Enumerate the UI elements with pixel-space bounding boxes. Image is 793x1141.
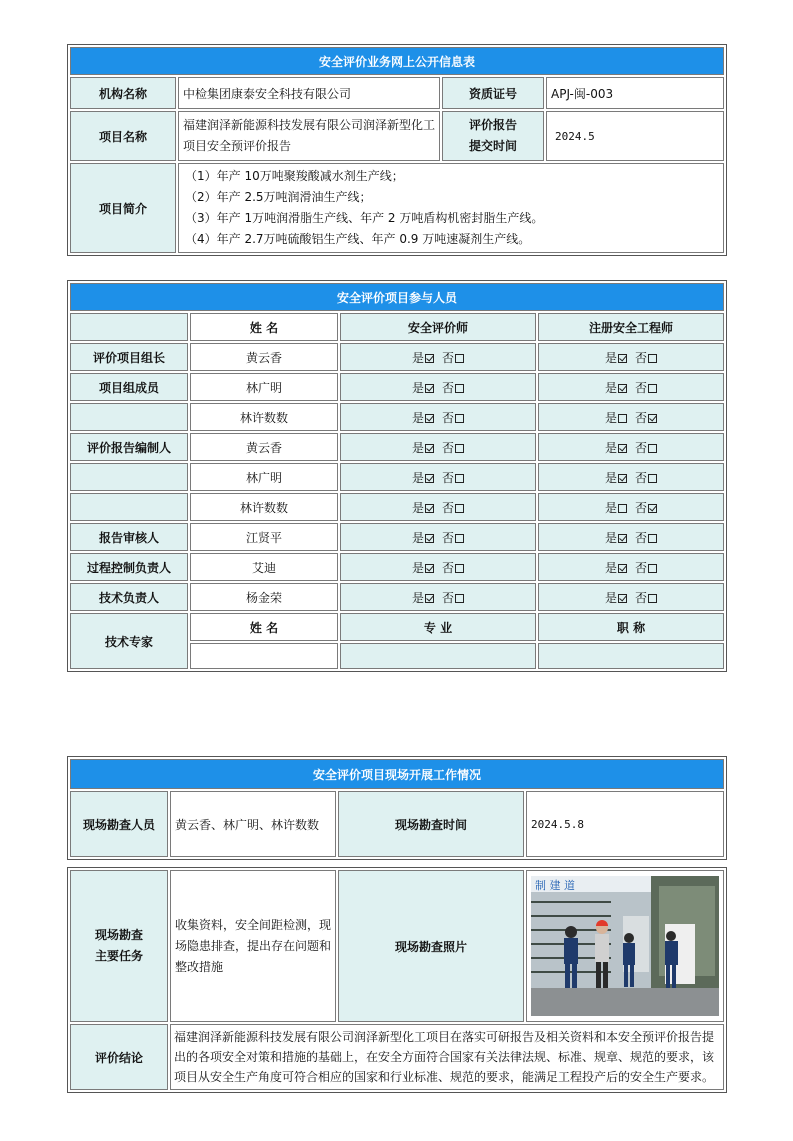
- no-option: [635, 411, 657, 425]
- personnel-engineer-choice: [538, 343, 724, 371]
- cert-label: 资质证号: [442, 77, 544, 109]
- personnel-row: [70, 523, 724, 551]
- unchecked-box-icon: [648, 474, 657, 483]
- photo-label: 现场勘查照片: [338, 870, 524, 1022]
- unchecked-box-icon: [648, 594, 657, 603]
- yes-option: [412, 561, 434, 575]
- submit-label-line-1: 评价报告: [468, 118, 517, 132]
- no-label: 否: [635, 590, 648, 605]
- yes-option: [605, 411, 627, 425]
- org-label: 机构名称: [70, 77, 176, 109]
- no-label: 否: [635, 500, 648, 515]
- intro-line: （4）年产 2.7万吨硫酸铝生产线、年产 0.9 万吨速凝剂生产线。: [185, 232, 531, 246]
- personnel-name: 林广明: [190, 463, 338, 491]
- survey-table-title: 安全评价项目现场开展工作情况: [70, 759, 724, 789]
- no-label: 否: [635, 470, 648, 485]
- personnel-role: 评价项目组长: [70, 343, 188, 371]
- yes-label: 是: [604, 470, 617, 485]
- conclusion-value: 福建润泽新能源科技发展有限公司润泽新型化工项目在落实可研报告及相关资料和本安全预评价报告提出的各项安全对策和措施的基础上，在安全方面符合国家有关法律法规、标准、规章、规范的要求，该项目从安全生产角度可符合相应的国家和行业标准、规范的要求，能满足工程投产后的安全生产要求。: [170, 1024, 724, 1090]
- yes-label: 是: [411, 560, 424, 575]
- yes-label: 是: [604, 560, 617, 575]
- personnel-table-title: 安全评价项目参与人员: [70, 283, 724, 311]
- checked-box-icon: [425, 504, 434, 513]
- expert-title-cell: [538, 643, 724, 669]
- personnel-role: [70, 403, 188, 431]
- personnel-row: [70, 553, 724, 581]
- site-photo: [531, 876, 719, 1016]
- no-label: 否: [635, 350, 648, 365]
- survey-people-value: 黄云香、林广明、林许数数: [170, 791, 336, 857]
- no-label: 否: [635, 410, 648, 425]
- personnel-engineer-choice: [538, 553, 724, 581]
- personnel-role: [70, 463, 188, 491]
- checked-box-icon: [618, 564, 627, 573]
- checked-box-icon: [425, 384, 434, 393]
- intro-line: （3）年产 1万吨润滑脂生产线、年产 2 万吨盾构机密封脂生产线。: [185, 211, 544, 225]
- no-label: 否: [442, 410, 455, 425]
- survey-time-value: 2024.5.8: [526, 791, 724, 857]
- no-option: [635, 471, 657, 485]
- yes-label: 是: [411, 410, 424, 425]
- yes-label: 是: [604, 530, 617, 545]
- personnel-role: 评价报告编制人: [70, 433, 188, 461]
- unchecked-box-icon: [455, 354, 464, 363]
- checked-box-icon: [425, 354, 434, 363]
- yes-label: 是: [411, 470, 424, 485]
- yes-option: [605, 351, 627, 365]
- no-option: [635, 351, 657, 365]
- personnel-name: 杨金荣: [190, 583, 338, 611]
- no-label: 否: [442, 530, 455, 545]
- checked-box-icon: [425, 564, 434, 573]
- info-table: [67, 44, 727, 256]
- no-label: 否: [635, 380, 648, 395]
- project-value: 福建润泽新能源科技发展有限公司润泽新型化工项目安全预评价报告: [178, 111, 440, 161]
- survey-people-label: 现场勘查人员: [70, 791, 168, 857]
- task-value: 收集资料，安全间距检测，现场隐患排查，提出存在问题和整改措施: [170, 870, 336, 1022]
- checked-box-icon: [618, 354, 627, 363]
- personnel-assessor-choice: [340, 343, 536, 371]
- expert-name-cell: [190, 643, 338, 669]
- expert-col-title: 职 称: [538, 613, 724, 641]
- no-option: [442, 531, 464, 545]
- personnel-assessor-choice: [340, 433, 536, 461]
- personnel-row: [70, 583, 724, 611]
- survey-detail-table: [67, 867, 727, 1093]
- no-option: [442, 381, 464, 395]
- yes-option: [412, 591, 434, 605]
- personnel-assessor-choice: [340, 463, 536, 491]
- checked-box-icon: [425, 444, 434, 453]
- header-name: 姓 名: [190, 313, 338, 341]
- no-label: 否: [442, 560, 455, 575]
- no-label: 否: [442, 590, 455, 605]
- cert-value: APJ-闽-003: [546, 77, 724, 109]
- yes-option: [412, 441, 434, 455]
- expert-major-cell: [340, 643, 536, 669]
- survey-time-label: 现场勘查时间: [338, 791, 524, 857]
- personnel-engineer-choice: [538, 523, 724, 551]
- yes-label: 是: [411, 380, 424, 395]
- header-role: [70, 313, 188, 341]
- unchecked-box-icon: [455, 504, 464, 513]
- personnel-name: 艾迪: [190, 553, 338, 581]
- checked-box-icon: [618, 534, 627, 543]
- no-option: [635, 441, 657, 455]
- personnel-role: 报告审核人: [70, 523, 188, 551]
- personnel-table: [67, 280, 727, 672]
- no-option: [442, 441, 464, 455]
- header-engineer: 注册安全工程师: [538, 313, 724, 341]
- checked-box-icon: [425, 534, 434, 543]
- personnel-role: 项目组成员: [70, 373, 188, 401]
- checked-box-icon: [618, 384, 627, 393]
- personnel-engineer-choice: [538, 373, 724, 401]
- personnel-name: 黄云香: [190, 343, 338, 371]
- photo-cell: [526, 870, 724, 1022]
- yes-option: [605, 561, 627, 575]
- personnel-name: 林许数数: [190, 493, 338, 521]
- unchecked-box-icon: [618, 504, 627, 513]
- yes-label: 是: [411, 440, 424, 455]
- site-photo-image: [531, 876, 719, 1016]
- yes-label: 是: [604, 440, 617, 455]
- expert-label: 技术专家: [70, 613, 188, 669]
- yes-option: [412, 471, 434, 485]
- unchecked-box-icon: [648, 534, 657, 543]
- yes-label: 是: [604, 590, 617, 605]
- checked-box-icon: [618, 474, 627, 483]
- expert-col-name: 姓 名: [190, 613, 338, 641]
- yes-option: [605, 591, 627, 605]
- yes-option: [412, 381, 434, 395]
- no-option: [442, 561, 464, 575]
- checked-box-icon: [425, 414, 434, 423]
- personnel-assessor-choice: [340, 583, 536, 611]
- unchecked-box-icon: [648, 444, 657, 453]
- unchecked-box-icon: [455, 414, 464, 423]
- no-option: [635, 381, 657, 395]
- personnel-engineer-choice: [538, 403, 724, 431]
- personnel-row: [70, 433, 724, 461]
- no-label: 否: [442, 500, 455, 515]
- checked-box-icon: [648, 504, 657, 513]
- unchecked-box-icon: [455, 534, 464, 543]
- personnel-name: 林许数数: [190, 403, 338, 431]
- personnel-engineer-choice: [538, 583, 724, 611]
- unchecked-box-icon: [455, 564, 464, 573]
- task-label-line-1: 现场勘查: [94, 928, 143, 942]
- checked-box-icon: [425, 474, 434, 483]
- unchecked-box-icon: [455, 594, 464, 603]
- personnel-assessor-choice: [340, 553, 536, 581]
- checked-box-icon: [618, 594, 627, 603]
- no-option: [635, 501, 657, 515]
- submit-time-value: 2024.5: [546, 111, 724, 161]
- yes-option: [412, 531, 434, 545]
- personnel-row: [70, 373, 724, 401]
- no-option: [635, 531, 657, 545]
- checked-box-icon: [425, 594, 434, 603]
- intro-line: （2）年产 2.5万吨润滑油生产线；: [185, 190, 372, 204]
- yes-option: [605, 531, 627, 545]
- project-label: 项目名称: [70, 111, 176, 161]
- yes-option: [412, 411, 434, 425]
- submit-time-label: [442, 111, 544, 161]
- task-label: [70, 870, 168, 1022]
- survey-table: [67, 756, 727, 860]
- yes-label: 是: [604, 410, 617, 425]
- no-label: 否: [635, 560, 648, 575]
- no-label: 否: [442, 440, 455, 455]
- personnel-name: 黄云香: [190, 433, 338, 461]
- personnel-rows: [70, 343, 724, 611]
- personnel-name: 江贤平: [190, 523, 338, 551]
- photo-sign-text: 制 建 道: [535, 879, 575, 892]
- no-option: [635, 591, 657, 605]
- personnel-assessor-choice: [340, 403, 536, 431]
- personnel-assessor-choice: [340, 373, 536, 401]
- yes-option: [605, 441, 627, 455]
- no-option: [442, 471, 464, 485]
- yes-label: 是: [411, 590, 424, 605]
- yes-label: 是: [411, 350, 424, 365]
- no-option: [635, 561, 657, 575]
- yes-label: 是: [411, 500, 424, 515]
- conclusion-label: 评价结论: [70, 1024, 168, 1090]
- yes-label: 是: [604, 380, 617, 395]
- personnel-assessor-choice: [340, 493, 536, 521]
- yes-option: [412, 501, 434, 515]
- unchecked-box-icon: [618, 414, 627, 423]
- unchecked-box-icon: [455, 444, 464, 453]
- no-label: 否: [442, 470, 455, 485]
- no-label: 否: [635, 530, 648, 545]
- personnel-engineer-choice: [538, 493, 724, 521]
- unchecked-box-icon: [648, 564, 657, 573]
- info-table-title: 安全评价业务网上公开信息表: [70, 47, 724, 75]
- intro-label: 项目简介: [70, 163, 176, 253]
- intro-line: （1）年产 10万吨聚羧酸减水剂生产线；: [185, 169, 404, 183]
- task-label-line-2: 主要任务: [94, 949, 143, 963]
- unchecked-box-icon: [455, 474, 464, 483]
- no-label: 否: [442, 380, 455, 395]
- no-option: [442, 591, 464, 605]
- checked-box-icon: [618, 444, 627, 453]
- personnel-assessor-choice: [340, 523, 536, 551]
- expert-col-major: 专 业: [340, 613, 536, 641]
- yes-label: 是: [604, 500, 617, 515]
- no-label: 否: [442, 350, 455, 365]
- intro-value: [178, 163, 724, 253]
- personnel-row: [70, 343, 724, 371]
- personnel-role: 过程控制负责人: [70, 553, 188, 581]
- no-label: 否: [635, 440, 648, 455]
- personnel-engineer-choice: [538, 463, 724, 491]
- personnel-engineer-choice: [538, 433, 724, 461]
- personnel-row: [70, 463, 724, 491]
- yes-option: [605, 501, 627, 515]
- yes-option: [412, 351, 434, 365]
- personnel-role: [70, 493, 188, 521]
- personnel-role: 技术负责人: [70, 583, 188, 611]
- personnel-row: [70, 493, 724, 521]
- personnel-name: 林广明: [190, 373, 338, 401]
- org-value: 中检集团康泰安全科技有限公司: [178, 77, 440, 109]
- header-assessor: 安全评价师: [340, 313, 536, 341]
- no-option: [442, 411, 464, 425]
- unchecked-box-icon: [455, 384, 464, 393]
- no-option: [442, 351, 464, 365]
- yes-label: 是: [604, 350, 617, 365]
- yes-option: [605, 471, 627, 485]
- yes-option: [605, 381, 627, 395]
- no-option: [442, 501, 464, 515]
- submit-label-line-2: 提交时间: [468, 139, 517, 153]
- unchecked-box-icon: [648, 384, 657, 393]
- yes-label: 是: [411, 530, 424, 545]
- personnel-row: [70, 403, 724, 431]
- checked-box-icon: [648, 414, 657, 423]
- unchecked-box-icon: [648, 354, 657, 363]
